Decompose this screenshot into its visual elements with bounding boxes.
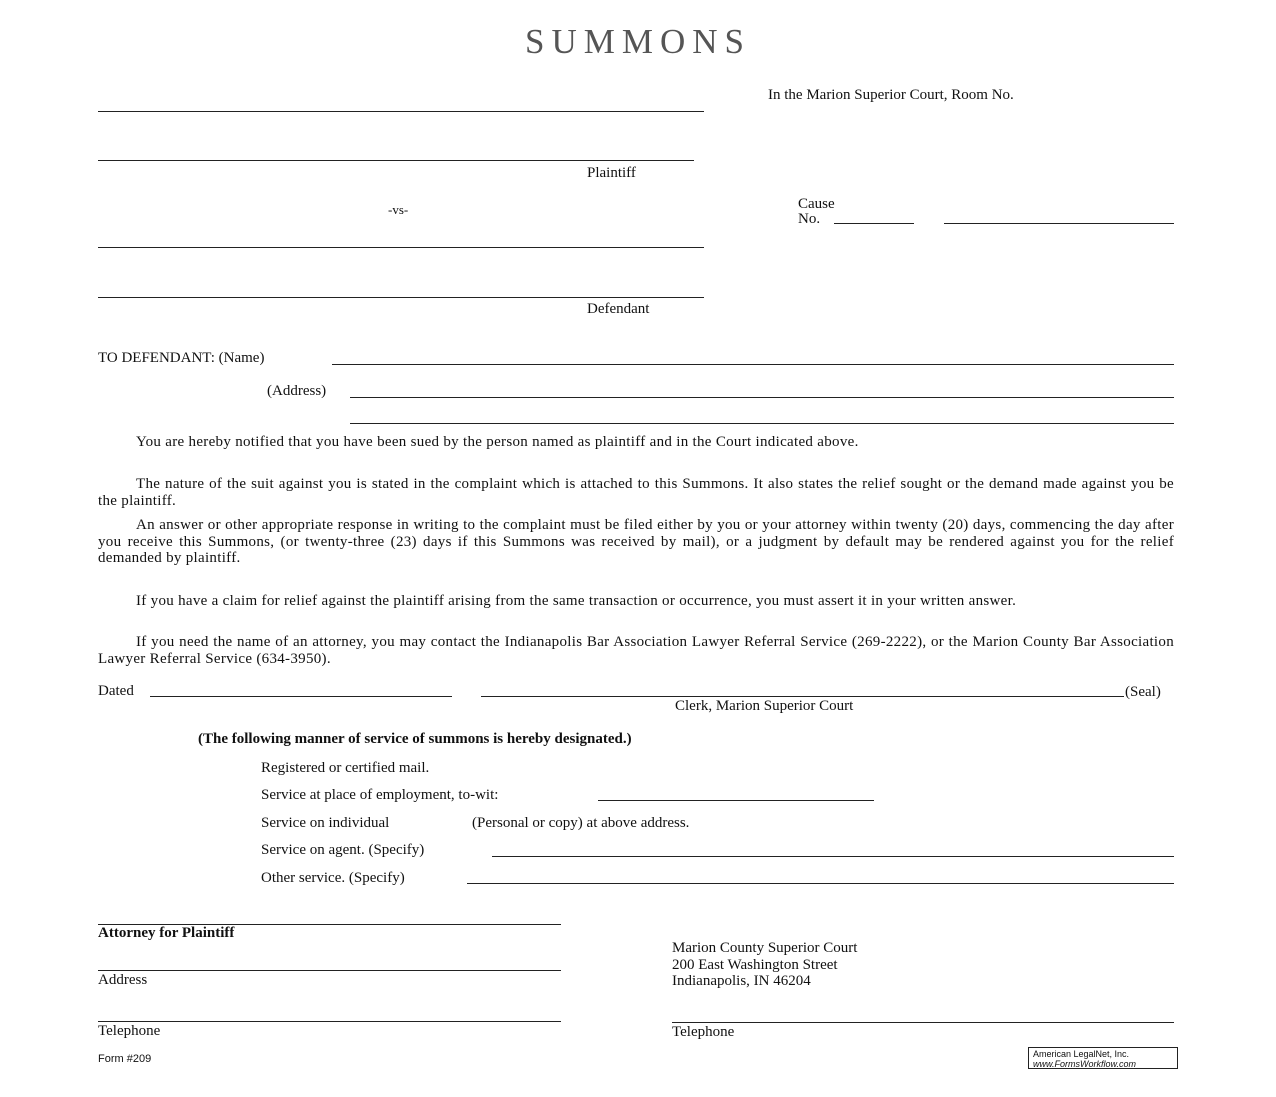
notice-paragraph-5: If you need the name of an attorney, you may contact the Indianapolis Bar Association Lawyer Referral Service (269-2222), or the Marion County Bar Association Lawyer Referral Service (634-3950). xyxy=(98,634,1174,667)
notice-paragraph-4: If you have a claim for relief against the plaintiff arising from the same transaction or occurrence, you must assert it in your written answer. xyxy=(136,593,1017,609)
versus-label: -vs- xyxy=(388,202,409,217)
clerk-signature-field[interactable] xyxy=(481,696,1124,697)
publisher-url: www.FormsWorkflow.com xyxy=(1033,1059,1137,1069)
dated-label: Dated xyxy=(98,683,134,699)
agent-field[interactable] xyxy=(492,856,1174,857)
court-telephone-label: Telephone xyxy=(672,1024,735,1040)
form-number: Form #209 xyxy=(98,1053,152,1065)
publisher-name: American LegalNet, Inc. xyxy=(1033,1049,1130,1059)
cause-label: Cause xyxy=(798,196,835,212)
employment-field[interactable] xyxy=(598,800,874,801)
notice-paragraph-2: The nature of the suit against you is stated in the complaint which is attached to this Summons. It also states the relief sought or the demand made against you be the plaintiff. xyxy=(98,476,1174,509)
plaintiff-label: Plaintiff xyxy=(587,165,636,181)
court-city: Indianapolis, IN 46204 xyxy=(672,973,811,989)
attorney-telephone-label: Telephone xyxy=(98,1023,161,1039)
defendant-address-field-2[interactable] xyxy=(350,423,1174,424)
notice-paragraph-1: You are hereby notified that you have been sued by the person named as plaintiff and in the Court indicated above. xyxy=(136,434,859,450)
publisher-box xyxy=(1028,1047,1178,1069)
cause-number-label: No. xyxy=(798,211,821,227)
cause-number-field-1[interactable] xyxy=(834,223,914,224)
to-defendant-address-label: (Address) xyxy=(267,383,327,399)
to-defendant-name-label: TO DEFENDANT: (Name) xyxy=(98,350,265,366)
plaintiff-name-line-1[interactable] xyxy=(98,111,704,112)
attorney-address-label: Address xyxy=(98,972,148,988)
court-heading: In the Marion Superior Court, Room No. xyxy=(768,87,1014,103)
defendant-address-field-1[interactable] xyxy=(350,397,1174,398)
other-service-field[interactable] xyxy=(467,883,1174,884)
service-individual-detail: (Personal or copy) at above address. xyxy=(472,815,690,831)
service-individual-label: Service on individual xyxy=(261,815,390,831)
cause-number-field-2[interactable] xyxy=(944,223,1174,224)
dated-field[interactable] xyxy=(150,696,452,697)
service-agent-label: Service on agent. (Specify) xyxy=(261,842,425,858)
court-telephone-field[interactable] xyxy=(672,1022,1174,1023)
defendant-name-line-1[interactable] xyxy=(98,247,704,248)
clerk-label: Clerk, Marion Superior Court xyxy=(675,698,854,714)
notice-paragraph-3: An answer or other appropriate response in writing to the complaint must be filed either by you or your attorney within twenty (20) days, commencing the day after you receive this Summons, (or twenty-three (23) days if this Summons was received by mail), or a judgment by default may be rendered against you for the relief demanded by plaintiff. xyxy=(98,517,1174,566)
attorney-address-field[interactable] xyxy=(98,970,561,971)
defendant-label: Defendant xyxy=(587,301,650,317)
defendant-name-field[interactable] xyxy=(332,364,1174,365)
court-street: 200 East Washington Street xyxy=(672,957,838,973)
court-name: Marion County Superior Court xyxy=(672,940,858,956)
service-registered-mail: Registered or certified mail. xyxy=(261,760,430,776)
plaintiff-name-line-2[interactable] xyxy=(98,160,694,161)
service-heading: (The following manner of service of summons is hereby designated.) xyxy=(198,731,632,747)
defendant-name-line-2[interactable] xyxy=(98,297,704,298)
attorney-telephone-field[interactable] xyxy=(98,1021,561,1022)
seal-label: (Seal) xyxy=(1125,684,1161,700)
page-title: SUMMONS xyxy=(525,22,751,61)
service-employment-label: Service at place of employment, to-wit: xyxy=(261,787,499,803)
attorney-label: Attorney for Plaintiff xyxy=(98,925,235,941)
service-other-label: Other service. (Specify) xyxy=(261,870,405,886)
